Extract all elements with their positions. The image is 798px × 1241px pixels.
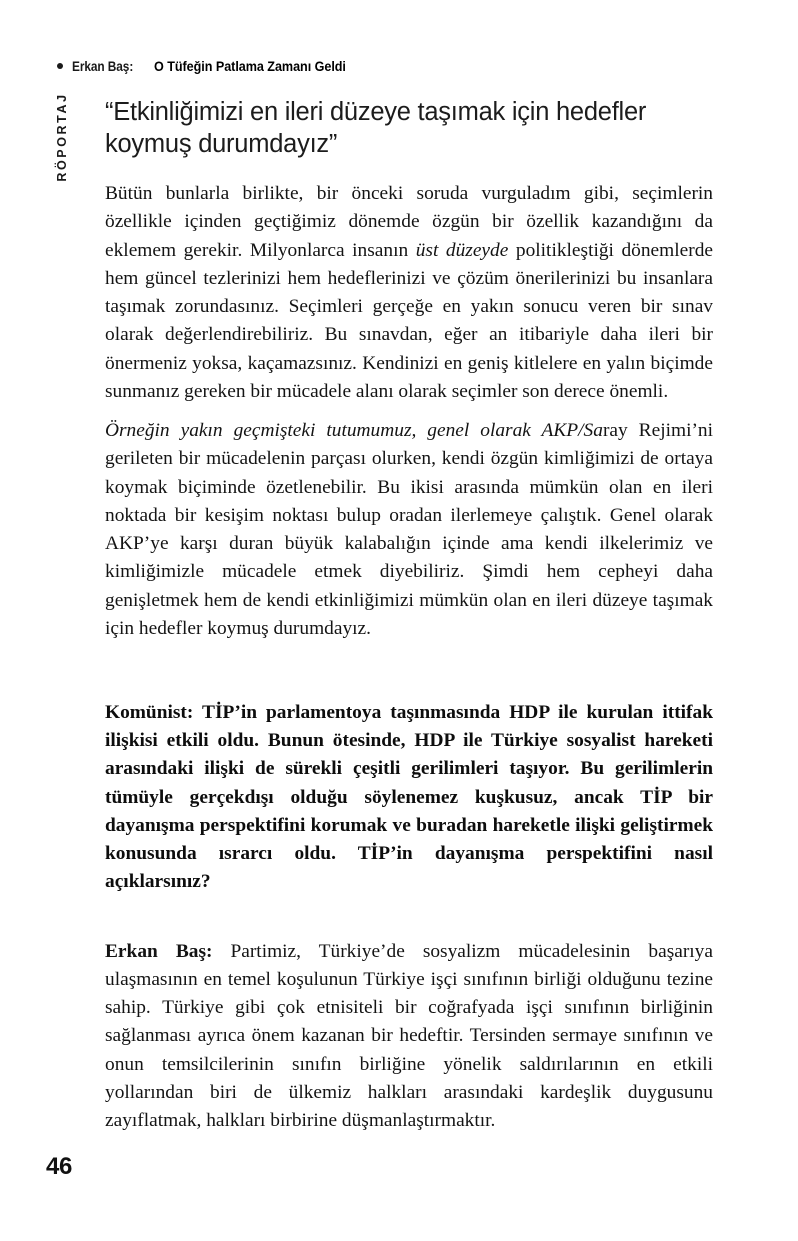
paragraph-2-rest: ray Rejimi’ni gerileten bir mücadelenin parçası olurken, kendi özgün kimliğimizi de ortaya koymak biçiminde özetlenebilir. Bu ikisi arasında mümkün olan en ileri noktada bir kesişim noktası bulup oradan ilerlemeye çalıştık. Genel olarak AKP’ye karşı duran büyük kalabalığın içinde ama kendi ilkelerimiz ve kimliğimizle mücadele etmek diyebiliriz. Şimdi hem cepheyi daha genişletmek hem de kendi etkinliğimizi mümkün olan en ileri düzeye taşımak için hedefler koymuş durumdayız. [105,420,713,639]
text-column [105,96,713,1135]
body-paragraph-2 [105,417,713,643]
section-tab-roportaj: RÖPORTAJ [55,92,69,182]
paragraph-1-part-2: politikleştiği dönemlerde hem güncel tezlerinizi hem hedeflerinizi ve çözüm önerilerinizi bu insanlara taşımak zorundasınız. Seçimleri gerçeğe en yakın sonucu veren bir sınav olarak değerlendirebiliriz. Bu sınavdan, eğer an itibariyle daha ileri bir önermeniz yoksa, kaçamazsınız. Kendinizi en geniş kitlelere en yalın biçimde sunmanız gereken bir mücadele alanı olarak seçimler son derece önemli. [105,239,713,402]
running-head-article-title: O Tüfeğin Patlama Zamanı Geldi [153,58,346,74]
paragraph-1-emphasis: üst düzeyde [415,239,509,261]
page-title: “Etkinliğimizi en ileri düzeye taşımak için hedefler koymuş durumdayız” [105,98,647,159]
section-gap-1 [105,654,713,699]
bullet-icon [57,63,63,69]
interview-question [105,699,713,897]
body-paragraph-1 [105,180,713,406]
question-text: TİP’in parlamentoya taşınmasında HDP ile kurulan ittifak ilişkisi etkili oldu. Bunun ötesinde, HDP ile Türkiye sosyalist hareketi arasındaki ilişki de sürekli çeşitli gerilimleri taşıyor. Bu gerilimlerin tümüyle gerçekdışı olduğu söylenemez kuşkusuz, ancak TİP bir dayanışma perspektifini korumak ve buradan hareketle ilişki geliştirmek konusunda ısrarcı oldu. TİP’in dayanışma perspektifini nasıl açıklarsınız? [105,702,713,893]
paragraph-2-lead-italic: Örneğin yakın geçmişteki tutumumuz, genel olarak AKP/Sa [105,420,603,442]
answer-text: Partimiz, Türkiye’de sosyalizm mücadelesinin başarıya ulaşmasının en temel koşulunun Türkiye işçi sınıfının birliği olduğunu tezine sahip. Türkiye gibi çok etnisiteli bir coğrafyada işçi sınıfının birliğinin sağlanması ayrıca önem kazanan bir hedeftir. Tersinden sermaye sınıfının ve onun temsilcilerinin sınıfın birliğine yönelik saldırılarının en etkili yollarından biri de ülkemiz halkları arasındaki kardeşlik duygusunu zayıflatmak, halkları birbirine düşmanlaştırmaktır. [105,940,713,1132]
running-head [57,58,367,74]
paragraph-1-part-1: Bütün bunlarla birlikte, bir önceki soruda vurguladım gibi, seçimlerin özellikle içinden geçtiğimiz dönemde özgün bir özellik kazandığını da eklemem gerekir. Milyonlarca insanın [105,183,713,261]
answer-speaker: Erkan Baş: [105,940,213,962]
interview-answer [105,938,713,1136]
question-asker: Komünist: [105,702,194,723]
running-head-interviewee: Erkan Baş: [72,58,134,74]
section-gap-2 [105,897,713,938]
page-number: 46 [46,1153,73,1180]
